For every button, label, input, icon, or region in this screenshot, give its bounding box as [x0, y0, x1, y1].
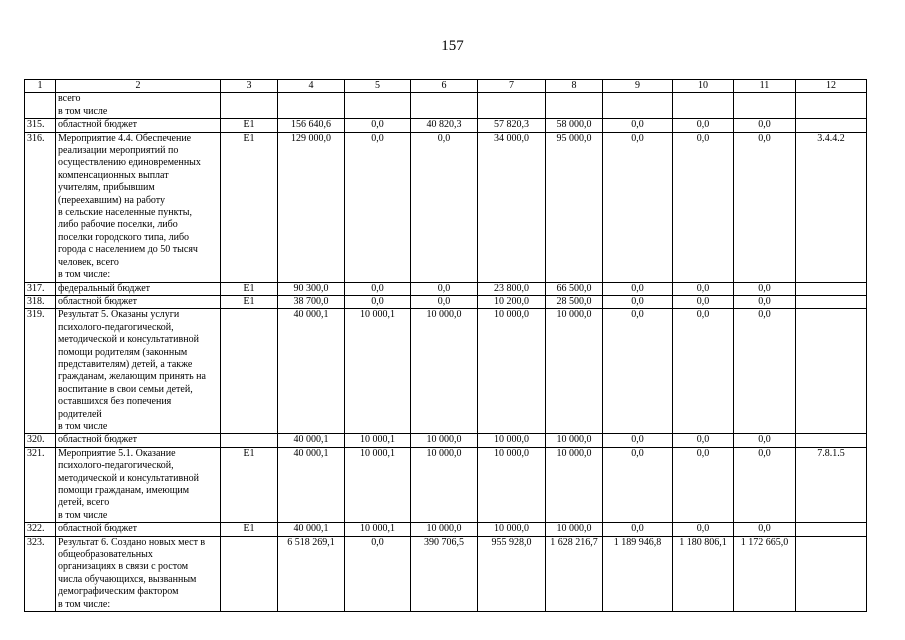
cell-c5: 0,0 [345, 282, 411, 295]
cell-c9: 0,0 [603, 295, 673, 308]
header-cell-10: 10 [673, 80, 734, 93]
cell-c8 [546, 93, 603, 119]
cell-c4: 129 000,0 [278, 132, 345, 282]
cell-c4: 38 700,0 [278, 295, 345, 308]
cell-c7: 10 000,0 [478, 447, 546, 522]
row-number: 317. [25, 282, 56, 295]
row-description [56, 536, 221, 611]
cell-c7: 10 000,0 [478, 523, 546, 536]
header-cell-6: 6 [411, 80, 478, 93]
cell-c9: 0,0 [603, 309, 673, 434]
cell-c12 [796, 93, 867, 119]
header-row [25, 80, 867, 93]
cell-c11 [734, 93, 796, 119]
row-number [25, 93, 56, 119]
cell-c5: 0,0 [345, 536, 411, 611]
description-line: компенсационных выплат [58, 169, 169, 181]
cell-c9: 0,0 [603, 434, 673, 447]
cell-c6 [411, 93, 478, 119]
cell-c12 [796, 295, 867, 308]
cell-c3: Е1 [221, 295, 278, 308]
cell-c4: 40 000,1 [278, 309, 345, 434]
description-line: областной бюджет [58, 295, 138, 307]
cell-c6: 0,0 [411, 132, 478, 282]
cell-c4: 40 000,1 [278, 434, 345, 447]
cell-c11: 0,0 [734, 523, 796, 536]
header-cell-7: 7 [478, 80, 546, 93]
row-description [56, 523, 221, 536]
header-cell-11: 11 [734, 80, 796, 93]
description-line: Результат 5. Оказаны услуги [58, 309, 180, 321]
description-line: помощи родителям (законным [58, 346, 188, 358]
description-line: в сельские населенные пункты, [58, 207, 192, 219]
cell-c8: 10 000,0 [546, 447, 603, 522]
cell-c3: Е1 [221, 119, 278, 132]
cell-c9: 0,0 [603, 523, 673, 536]
cell-c8: 10 000,0 [546, 523, 603, 536]
cell-c6: 10 000,0 [411, 309, 478, 434]
cell-c7: 34 000,0 [478, 132, 546, 282]
cell-c12 [796, 523, 867, 536]
description-line: психолого-педагогической, [58, 321, 174, 333]
cell-c8: 58 000,0 [546, 119, 603, 132]
cell-c6: 390 706,5 [411, 536, 478, 611]
row-number: 316. [25, 132, 56, 282]
cell-c3 [221, 93, 278, 119]
cell-c7: 955 928,0 [478, 536, 546, 611]
cell-c6: 10 000,0 [411, 447, 478, 522]
cell-c10: 0,0 [673, 132, 734, 282]
row-description [56, 93, 221, 119]
description-line: поселки городского типа, либо [58, 231, 190, 243]
description-line: федеральный бюджет [58, 282, 151, 294]
description-line: гражданам, желающим принять на [58, 371, 206, 383]
description-line: помощи гражданам, имеющим [58, 485, 190, 496]
cell-c4: 40 000,1 [278, 523, 345, 536]
cell-c8: 10 000,0 [546, 309, 603, 434]
description-line: областной бюджет [58, 119, 138, 131]
cell-c6: 0,0 [411, 295, 478, 308]
description-line: города с населением до 50 тысяч [58, 244, 198, 256]
description-line: человек, всего [58, 256, 119, 268]
cell-c11: 0,0 [734, 119, 796, 132]
cell-c12 [796, 309, 867, 434]
table-row [25, 282, 867, 295]
cell-c10: 0,0 [673, 309, 734, 434]
budget-table [24, 79, 867, 612]
cell-c9: 1 189 946,8 [603, 536, 673, 611]
cell-c4: 40 000,1 [278, 447, 345, 522]
table-row [25, 119, 867, 132]
description-line: в том числе [58, 509, 108, 521]
row-number: 322. [25, 523, 56, 536]
cell-c8: 66 500,0 [546, 282, 603, 295]
cell-c7: 10 000,0 [478, 309, 546, 434]
cell-c11: 0,0 [734, 295, 796, 308]
row-number: 321. [25, 447, 56, 522]
table-row [25, 523, 867, 536]
cell-c10: 0,0 [673, 295, 734, 308]
cell-c7: 23 800,0 [478, 282, 546, 295]
table-row [25, 309, 867, 434]
description-line: психолого-педагогической, [58, 460, 174, 472]
page-number: 157 [441, 38, 464, 54]
row-description [56, 309, 221, 434]
description-line: детей, всего [58, 497, 110, 509]
cell-c12: 3.4.4.2 [796, 132, 867, 282]
description-line: осуществлению единовременных [58, 157, 201, 169]
cell-c6: 0,0 [411, 282, 478, 295]
description-line: Результат 6. Создано новых мест в [58, 536, 206, 548]
cell-c10: 1 180 806,1 [673, 536, 734, 611]
cell-c11: 0,0 [734, 447, 796, 522]
cell-c3 [221, 434, 278, 447]
header-cell-12: 12 [796, 80, 867, 93]
description-line: областной бюджет [58, 434, 138, 446]
cell-c11: 1 172 665,0 [734, 536, 796, 611]
cell-c10: 0,0 [673, 282, 734, 295]
cell-c5: 0,0 [345, 295, 411, 308]
header-cell-9: 9 [603, 80, 673, 93]
cell-c11: 0,0 [734, 434, 796, 447]
description-line: в том числе [58, 420, 108, 432]
cell-c7: 10 200,0 [478, 295, 546, 308]
header-cell-2: 2 [56, 80, 221, 93]
cell-c3: Е1 [221, 282, 278, 295]
cell-c5: 10 000,1 [345, 523, 411, 536]
description-line: реализации мероприятий по [58, 145, 179, 157]
description-line: в том числе: [58, 598, 111, 610]
cell-c6: 10 000,0 [411, 434, 478, 447]
description-line: воспитание в свои семьи детей, [58, 383, 193, 395]
cell-c12 [796, 119, 867, 132]
row-number: 318. [25, 295, 56, 308]
cell-c5: 0,0 [345, 132, 411, 282]
cell-c6: 40 820,3 [411, 119, 478, 132]
table-row [25, 434, 867, 447]
cell-c12 [796, 282, 867, 295]
description-line: методической и консультативной [58, 472, 199, 484]
cell-c3: Е1 [221, 132, 278, 282]
cell-c4 [278, 93, 345, 119]
description-line: родителей [58, 408, 102, 420]
description-line: либо рабочие поселки, либо [58, 219, 178, 231]
row-description [56, 119, 221, 132]
table-row [25, 447, 867, 522]
cell-c11: 0,0 [734, 282, 796, 295]
cell-c3: Е1 [221, 447, 278, 522]
description-line: оставшихся без попечения [58, 396, 172, 408]
table-row [25, 295, 867, 308]
cell-c5: 10 000,1 [345, 434, 411, 447]
row-number: 320. [25, 434, 56, 447]
cell-c12 [796, 434, 867, 447]
cell-c10 [673, 93, 734, 119]
row-description [56, 295, 221, 308]
cell-c9: 0,0 [603, 282, 673, 295]
cell-c7 [478, 93, 546, 119]
header-cell-5: 5 [345, 80, 411, 93]
cell-c5: 10 000,1 [345, 447, 411, 522]
row-number: 319. [25, 309, 56, 434]
cell-c10: 0,0 [673, 119, 734, 132]
cell-c12: 7.8.1.5 [796, 447, 867, 522]
row-number: 315. [25, 119, 56, 132]
cell-c11: 0,0 [734, 132, 796, 282]
row-description [56, 132, 221, 282]
cell-c9 [603, 93, 673, 119]
description-line: всего [58, 93, 81, 105]
row-description [56, 447, 221, 522]
header-cell-3: 3 [221, 80, 278, 93]
row-description [56, 434, 221, 447]
description-line: Мероприятие 4.4. Обеспечение [58, 132, 192, 144]
cell-c8: 10 000,0 [546, 434, 603, 447]
description-line: методической и консультативной [58, 334, 199, 346]
table-row [25, 93, 867, 119]
table-row [25, 536, 867, 611]
cell-c8: 1 628 216,7 [546, 536, 603, 611]
cell-c8: 28 500,0 [546, 295, 603, 308]
table-row [25, 132, 867, 282]
table-body [25, 93, 867, 612]
table-header [25, 80, 867, 93]
description-line: Мероприятие 5.1. Оказание [58, 447, 176, 459]
cell-c5 [345, 93, 411, 119]
cell-c9: 0,0 [603, 132, 673, 282]
cell-c10: 0,0 [673, 447, 734, 522]
cell-c8: 95 000,0 [546, 132, 603, 282]
description-line: демографическим фактором [58, 586, 179, 598]
description-line: областной бюджет [58, 523, 138, 535]
cell-c3 [221, 536, 278, 611]
row-description [56, 282, 221, 295]
header-cell-4: 4 [278, 80, 345, 93]
description-line: организациях в связи с ростом [58, 561, 189, 573]
cell-c4: 156 640,6 [278, 119, 345, 132]
cell-c4: 90 300,0 [278, 282, 345, 295]
cell-c3 [221, 309, 278, 434]
cell-c9: 0,0 [603, 119, 673, 132]
description-line: учителям, прибывшим [58, 182, 155, 194]
cell-c12 [796, 536, 867, 611]
cell-c5: 10 000,1 [345, 309, 411, 434]
description-line: в том числе [58, 105, 108, 117]
row-number: 323. [25, 536, 56, 611]
cell-c11: 0,0 [734, 309, 796, 434]
header-cell-8: 8 [546, 80, 603, 93]
cell-c10: 0,0 [673, 523, 734, 536]
description-line: (переехавшим) на работу [58, 194, 166, 206]
cell-c5: 0,0 [345, 119, 411, 132]
description-line: в том числе: [58, 269, 111, 281]
description-line: числа обучающихся, вызванным [58, 573, 197, 585]
cell-c7: 57 820,3 [478, 119, 546, 132]
cell-c9: 0,0 [603, 447, 673, 522]
cell-c3: Е1 [221, 523, 278, 536]
header-cell-1: 1 [25, 80, 56, 93]
description-line: общеобразовательных [58, 549, 153, 561]
cell-c7: 10 000,0 [478, 434, 546, 447]
cell-c6: 10 000,0 [411, 523, 478, 536]
cell-c4: 6 518 269,1 [278, 536, 345, 611]
cell-c10: 0,0 [673, 434, 734, 447]
description-line: представителям) детей, а также [58, 358, 193, 370]
